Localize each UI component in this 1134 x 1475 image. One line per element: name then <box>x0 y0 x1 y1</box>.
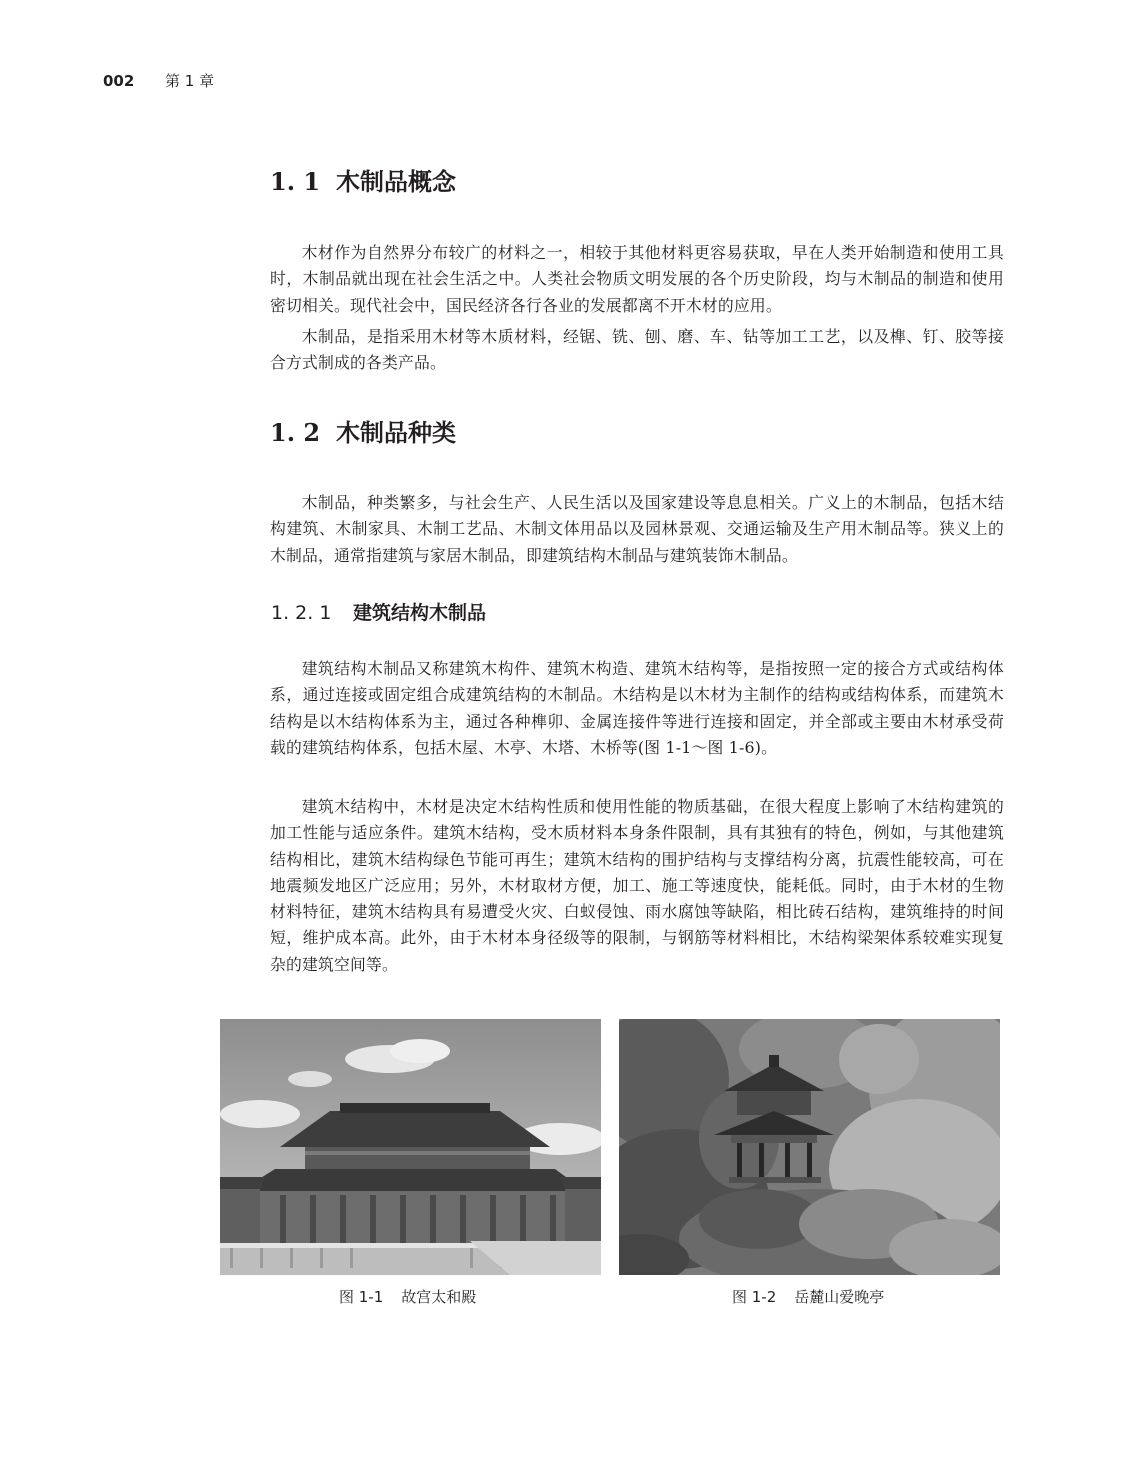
running-head <box>103 70 214 92</box>
figure-caption-text: 故宫太和殿 <box>401 1288 477 1306</box>
figure-caption-text: 岳麓山爱晚亭 <box>794 1288 885 1306</box>
section-heading-1-1 <box>270 167 456 197</box>
figure-caption-1-1 <box>339 1286 476 1308</box>
paragraph-1-2-a: 木制品，种类繁多，与社会生产、人民生活以及国家建设等息息相关。广义上的木制品，包括木结构建筑、木制家具、木制工艺品、木制文体用品以及园林景观、交通运输及生产用木制品等。狭义上的木制品，通常指建筑与家居木制品，即建筑结构木制品与建筑装饰木制品。 <box>270 493 1004 565</box>
page-number: 002 <box>103 72 135 90</box>
taihe-hall-illustration <box>220 1019 601 1275</box>
figure-caption-1-2 <box>732 1286 884 1308</box>
figure-number: 图 1-1 <box>339 1288 384 1306</box>
paragraph-1-2-1-b: 建筑木结构中，木材是决定木结构性质和使用性能的物质基础，在很大程度上影响了木结构建筑的加工性能与适应条件。建筑木结构，受木质材料本身条件限制，具有其独有的特色，例如，与其他建筑结构相比，建筑木结构绿色节能可再生；建筑木结构的围护结构与支撑结构分离，抗震性能较高，可在地震频发地区广泛应用；另外，木材取材方便，加工、施工等速度快，能耗低。同时，由于木材的生物材料特征，建筑木结构具有易遭受火灾、白蚁侵蚀、雨水腐蚀等缺陷，相比砖石结构，建筑维持的时间短，维护成本高。此外，由于木材本身径级等的限制，与钢筋等材料相比，木结构梁架体系较难实现复杂的建筑空间等。 <box>270 797 1004 974</box>
section-number: 1. 2 <box>270 418 321 447</box>
section-number: 1. 1 <box>270 167 321 196</box>
section-heading-1-2 <box>270 418 456 448</box>
subsection-heading-1-2-1 <box>271 600 486 626</box>
figure-photo-aiwan-pavilion <box>619 1019 1000 1275</box>
paragraph-1-1-b: 木制品，是指采用木材等木质材料，经锯、铣、刨、磨、车、钻等加工工艺，以及榫、钉、胶等接合方式制成的各类产品。 <box>270 327 1004 373</box>
section-title: 木制品概念 <box>336 167 456 196</box>
section-title: 木制品种类 <box>336 418 456 447</box>
paragraph-1-1-a: 木材作为自然界分布较广的材料之一，相较于其他材料更容易获取，早在人类开始制造和使用工具时，木制品就出现在社会生活之中。人类社会物质文明发展的各个历史阶段，均与木制品的制造和使用密切相关。现代社会中，国民经济各行各业的发展都离不开木材的应用。 <box>270 243 1004 315</box>
aiwan-pavilion-illustration <box>619 1019 1000 1275</box>
figure-photo-taihe-hall <box>220 1019 601 1275</box>
subsection-title: 建筑结构木制品 <box>353 602 487 624</box>
paragraph-1-2-1-a: 建筑结构木制品又称建筑木构件、建筑木构造、建筑木结构等，是指按照一定的接合方式或结构体系，通过连接或固定组合成建筑结构的木制品。木结构是以木材为主制作的结构或结构体系，而建筑木结构是以木结构体系为主，通过各种榫卯、金属连接件等进行连接和固定，并全部或主要由木材承受荷载的建筑结构体系，包括木屋、木亭、木塔、木桥等(图 1-1～图 1-6)。 <box>270 659 1004 757</box>
figure-number: 图 1-2 <box>732 1288 777 1306</box>
subsection-number: 1. 2. 1 <box>271 602 332 624</box>
chapter-label: 第 1 章 <box>165 72 215 90</box>
